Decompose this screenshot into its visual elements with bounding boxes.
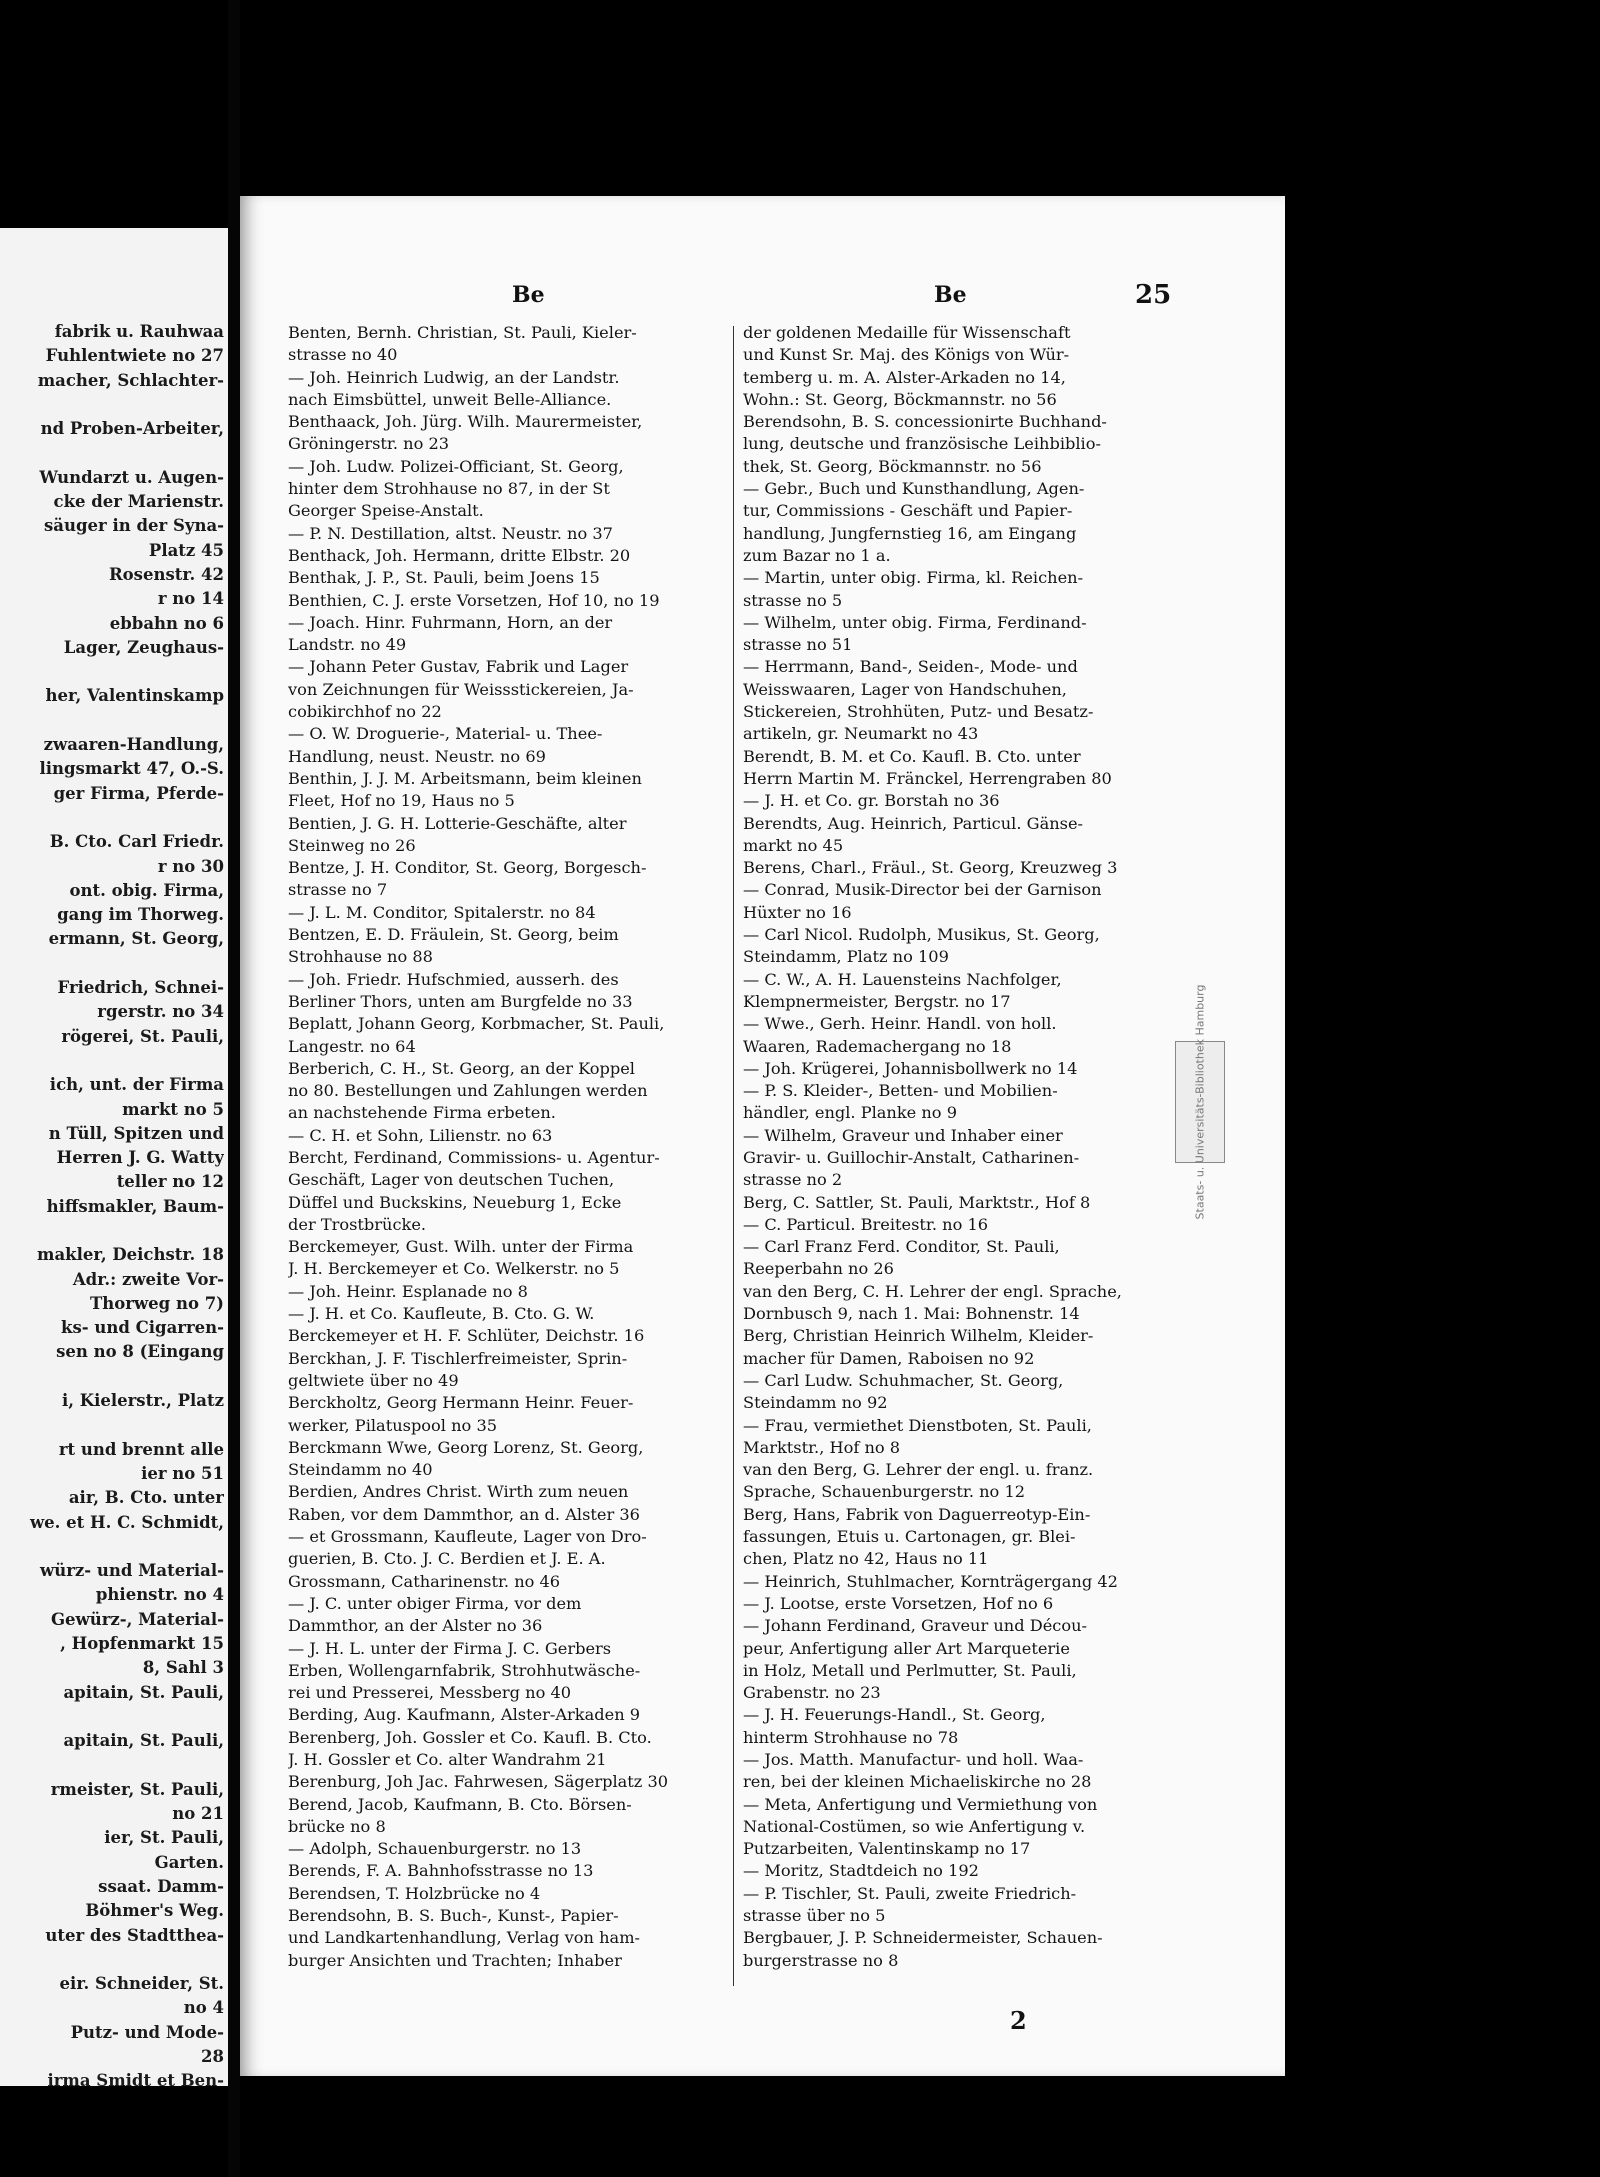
entry-line: strasse no 7 bbox=[288, 880, 388, 900]
directory-page bbox=[240, 196, 1285, 2076]
entry-line: — C. W., A. H. Lauensteins Nachfolger, bbox=[743, 969, 1062, 989]
entry-line: — Frau, vermiethet Dienstboten, St. Pauli, bbox=[743, 1415, 1092, 1435]
previous-page-line: Herren J. G. Watty bbox=[56, 1148, 224, 1168]
entry-line: Berendt, B. M. et Co. Kaufl. B. Cto. unter bbox=[743, 746, 1081, 766]
entry-line: Benten, Bernh. Christian, St. Pauli, Kieler- bbox=[288, 323, 637, 342]
entry-line: handlung, Jungfernstieg 16, am Eingang bbox=[743, 523, 1077, 543]
entry-line: Berding, Aug. Kaufmann, Alster-Arkaden 9 bbox=[288, 1705, 641, 1725]
entry-line: nach Eimsbüttel, unweit Belle-Alliance. bbox=[288, 389, 612, 409]
previous-page-text bbox=[0, 320, 224, 2086]
entry-line: — Joach. Hinr. Fuhrmann, Horn, an der bbox=[288, 612, 613, 632]
previous-page-line: ssaat. Damm- bbox=[98, 1877, 224, 1896]
entry-line: — J. C. unter obiger Firma, vor dem bbox=[288, 1593, 582, 1613]
previous-page-line: rögerei, St. Pauli, bbox=[61, 1026, 224, 1046]
entry-line: an nachstehende Firma erbeten. bbox=[288, 1103, 556, 1123]
entry-line: Stickereien, Strohhüten, Putz- und Besatz- bbox=[743, 702, 1094, 722]
previous-page-line: we. et H. C. Schmidt, bbox=[29, 1512, 224, 1532]
previous-page-line bbox=[0, 1948, 224, 1972]
entry-line: — Meta, Anfertigung und Vermiethung von bbox=[743, 1794, 1098, 1814]
previous-page-line: ger Firma, Pferde- bbox=[53, 783, 224, 803]
previous-page-line: irma Smidt et Ben- bbox=[47, 2071, 224, 2086]
previous-page-line bbox=[0, 1754, 224, 1778]
entry-line: Berend, Jacob, Kaufmann, B. Cto. Börsen- bbox=[288, 1794, 632, 1814]
entry-line: Berendts, Aug. Heinrich, Particul. Gänse- bbox=[743, 813, 1084, 833]
entry-line: Berg, Hans, Fabrik von Daguerreotyp-Ein- bbox=[743, 1504, 1091, 1524]
left-column bbox=[288, 322, 728, 1972]
entry-line: — Herrmann, Band-, Seiden-, Mode- und bbox=[743, 657, 1078, 677]
entry-line: Steindamm no 92 bbox=[743, 1393, 888, 1413]
entry-line: J. H. Gossler et Co. alter Wandrahm 21 bbox=[288, 1750, 607, 1769]
book-gutter bbox=[228, 0, 240, 2177]
right-column bbox=[743, 322, 1183, 1972]
entry-line: — P. Tischler, St. Pauli, zweite Friedrich- bbox=[743, 1883, 1077, 1903]
entry-line: burger Ansichten und Trachten; Inhaber bbox=[288, 1950, 622, 1970]
entry-line: Berendsohn, B. S. concessionirte Buchhand- bbox=[743, 412, 1107, 432]
previous-page-line: apitain, St. Pauli, bbox=[63, 1731, 224, 1751]
previous-page-line: säuger in der Syna- bbox=[44, 516, 224, 536]
entry-line: — Carl Ludw. Schuhmacher, St. Georg, bbox=[743, 1370, 1064, 1390]
entry-line: Steinweg no 26 bbox=[288, 835, 416, 855]
entry-line: brücke no 8 bbox=[288, 1816, 386, 1836]
entry-line: — J. H. et Co. Kaufleute, B. Cto. G. W. bbox=[288, 1304, 595, 1324]
entry-line: Gröningerstr. no 23 bbox=[288, 434, 450, 454]
column-divider bbox=[733, 326, 734, 1986]
entry-line: Berckhan, J. F. Tischlerfreimeister, Sprin- bbox=[288, 1348, 628, 1368]
previous-page-line: her, Valentinskamp bbox=[45, 686, 224, 706]
previous-page-line: air, B. Cto. unter bbox=[68, 1488, 224, 1508]
entry-line: Hüxter no 16 bbox=[743, 902, 852, 922]
entry-line: — Jos. Matth. Manufactur- und holl. Waa- bbox=[743, 1750, 1084, 1769]
previous-page-line: ier, St. Pauli, bbox=[104, 1828, 224, 1848]
previous-page-line: Gewürz-, Material- bbox=[50, 1609, 224, 1629]
running-header bbox=[240, 282, 1285, 318]
entry-line: thek, St. Georg, Böckmannstr. no 56 bbox=[743, 456, 1042, 476]
previous-page-line: n Tüll, Spitzen und bbox=[48, 1123, 224, 1143]
previous-page-line bbox=[0, 806, 224, 830]
previous-page-line bbox=[0, 952, 224, 976]
previous-page-line: ermann, St. Georg, bbox=[48, 929, 224, 949]
header-right-catchword: Be bbox=[934, 282, 967, 308]
entry-line: — Joh. Heinr. Esplanade no 8 bbox=[288, 1281, 528, 1301]
previous-page-line bbox=[0, 393, 224, 417]
entry-line: — Wilhelm, unter obig. Firma, Ferdinand- bbox=[743, 612, 1087, 632]
entry-line: Grossmann, Catharinenstr. no 46 bbox=[288, 1571, 561, 1591]
entry-line: zum Bazar no 1 a. bbox=[743, 545, 891, 565]
entry-line: Gravir- u. Guillochir-Anstalt, Catharinen- bbox=[743, 1147, 1080, 1167]
previous-page-line: Friedrich, Schnei- bbox=[57, 978, 224, 998]
entry-line: Bercht, Ferdinand, Commissions- u. Agentur- bbox=[288, 1147, 660, 1167]
page-number: 25 bbox=[1135, 280, 1172, 310]
entry-line: — Adolph, Schauenburgerstr. no 13 bbox=[288, 1839, 582, 1859]
entry-line: Beplatt, Johann Georg, Korbmacher, St. Pauli, bbox=[288, 1014, 665, 1034]
entry-line: strasse no 40 bbox=[288, 345, 398, 365]
entry-line: — Johann Ferdinand, Graveur und Décou- bbox=[743, 1616, 1087, 1636]
entry-line: — J. H. L. unter der Firma J. C. Gerbers bbox=[288, 1638, 612, 1658]
entry-line: — Carl Franz Ferd. Conditor, St. Pauli, bbox=[743, 1237, 1060, 1257]
entry-line: — C. H. et Sohn, Lilienstr. no 63 bbox=[288, 1125, 553, 1145]
entry-line: guerien, B. Cto. J. C. Berdien et J. E. A. bbox=[288, 1549, 606, 1569]
previous-page-line: nd Proben-Arbeiter, bbox=[40, 419, 224, 439]
previous-page-line: markt no 5 bbox=[122, 1099, 224, 1119]
entry-line: Berends, F. A. Bahnhofsstrasse no 13 bbox=[288, 1861, 594, 1881]
entry-line: artikeln, gr. Neumarkt no 43 bbox=[743, 724, 979, 744]
stamp-text: Staats- u. Universitäts-Bibliothek Hamburg bbox=[1193, 984, 1207, 1220]
previous-page-line: r no 14 bbox=[157, 589, 224, 609]
entry-line: Benthien, C. J. erste Vorsetzen, Hof 10, no 19 bbox=[288, 590, 660, 610]
entry-line: — O. W. Droguerie-, Material- u. Thee- bbox=[288, 724, 603, 744]
entry-line: Berg, C. Sattler, St. Pauli, Marktstr., Hof 8 bbox=[743, 1192, 1091, 1212]
entry-line: Benthak, J. P., St. Pauli, beim Joens 15 bbox=[288, 568, 600, 588]
previous-page-line: sen no 8 (Eingang bbox=[56, 1342, 224, 1362]
entry-line: Berckmann Wwe, Georg Lorenz, St. Georg, bbox=[288, 1437, 644, 1457]
previous-page-line: fabrik u. Rauhwaa bbox=[54, 322, 224, 341]
entry-line: — P. N. Destillation, altst. Neustr. no 37 bbox=[288, 523, 613, 543]
previous-page-line: r no 30 bbox=[157, 856, 224, 876]
previous-page-line: makler, Deichstr. 18 bbox=[37, 1245, 224, 1265]
previous-page-line bbox=[0, 1365, 224, 1389]
previous-page-line: würz- und Material- bbox=[40, 1561, 224, 1581]
entry-line: — J. Lootse, erste Vorsetzen, Hof no 6 bbox=[743, 1593, 1054, 1613]
entry-line: Berliner Thors, unten am Burgfelde no 33 bbox=[288, 991, 633, 1011]
entry-line: macher für Damen, Raboisen no 92 bbox=[743, 1348, 1035, 1368]
entry-line: — Joh. Ludw. Polizei-Officiant, St. Georg, bbox=[288, 456, 624, 476]
entry-line: Benthaack, Joh. Jürg. Wilh. Maurermeister, bbox=[288, 412, 643, 432]
entry-line: lung, deutsche und französische Leihbiblio- bbox=[743, 434, 1101, 454]
previous-page-line: , Hopfenmarkt 15 bbox=[60, 1634, 224, 1654]
previous-page-line: ich, unt. der Firma bbox=[49, 1075, 224, 1095]
previous-page-line: 8, Sahl 3 bbox=[142, 1658, 224, 1678]
entry-line: strasse no 2 bbox=[743, 1170, 843, 1190]
previous-page-line: ks- und Cigarren- bbox=[61, 1318, 224, 1338]
entry-line: Berendsohn, B. S. Buch-, Kunst-, Papier- bbox=[288, 1906, 619, 1926]
entry-line: und Kunst Sr. Maj. des Königs von Wür- bbox=[743, 345, 1070, 365]
entry-line: werker, Pilatuspool no 35 bbox=[288, 1415, 498, 1435]
previous-page-line bbox=[0, 441, 224, 465]
previous-page-line: i, Kielerstr., Platz bbox=[61, 1391, 224, 1411]
entry-line: Erben, Wollengarnfabrik, Strohhutwäsche- bbox=[288, 1660, 641, 1680]
entry-line: Landstr. no 49 bbox=[288, 635, 407, 655]
entry-line: Handlung, neust. Neustr. no 69 bbox=[288, 746, 546, 766]
previous-page-line: phienstr. no 4 bbox=[95, 1585, 224, 1605]
entry-line: Berdien, Andres Christ. Wirth zum neuen bbox=[288, 1482, 629, 1502]
entry-line: Dornbusch 9, nach 1. Mai: Bohnenstr. 14 bbox=[743, 1304, 1080, 1324]
entry-line: — Wwe., Gerh. Heinr. Handl. von holl. bbox=[743, 1014, 1057, 1034]
previous-page-line bbox=[0, 1413, 224, 1437]
entry-line: — Joh. Heinrich Ludwig, an der Landstr. bbox=[288, 367, 620, 387]
previous-page-line: Adr.: zweite Vor- bbox=[72, 1269, 224, 1289]
previous-page-line: ier no 51 bbox=[141, 1463, 224, 1483]
entry-line: Langestr. no 64 bbox=[288, 1036, 416, 1056]
previous-page-line bbox=[0, 709, 224, 733]
entry-line: Raben, vor dem Dammthor, an d. Alster 36 bbox=[288, 1504, 640, 1524]
entry-line: und Landkartenhandlung, Verlag von ham- bbox=[288, 1928, 641, 1948]
entry-line: — Heinrich, Stuhlmacher, Kornträgergang 42 bbox=[743, 1571, 1118, 1591]
previous-page-line: Garten. bbox=[154, 1852, 224, 1872]
entry-line: Steindamm no 40 bbox=[288, 1460, 433, 1480]
entry-line: tur, Commissions - Geschäft und Papier- bbox=[743, 501, 1073, 521]
entry-line: in Holz, Metall und Perlmutter, St. Pauli, bbox=[743, 1660, 1077, 1680]
previous-page-line: macher, Schlachter- bbox=[37, 370, 224, 390]
entry-line: Düffel und Buckskins, Neueburg 1, Ecke bbox=[288, 1192, 622, 1212]
entry-line: händler, engl. Planke no 9 bbox=[743, 1103, 958, 1123]
entry-line: — Martin, unter obig. Firma, kl. Reichen- bbox=[743, 568, 1084, 588]
entry-line: Herrn Martin M. Fränckel, Herrengraben 80 bbox=[743, 768, 1112, 788]
entry-line: — J. H. Feuerungs-Handl., St. Georg, bbox=[743, 1705, 1046, 1725]
entry-line: — Joh. Krügerei, Johannisbollwerk no 14 bbox=[743, 1058, 1078, 1078]
previous-page-line: B. Cto. Carl Friedr. bbox=[49, 832, 224, 852]
entry-line: Sprache, Schauenburgerstr. no 12 bbox=[743, 1482, 1026, 1502]
previous-page-line: teller no 12 bbox=[116, 1172, 224, 1192]
entry-line: Grabenstr. no 23 bbox=[743, 1683, 881, 1703]
entry-line: National-Costümen, so wie Anfertigung v. bbox=[743, 1816, 1086, 1836]
entry-line: — Carl Nicol. Rudolph, Musikus, St. Georg, bbox=[743, 925, 1100, 945]
entry-line: J. H. Berckemeyer et Co. Welkerstr. no 5 bbox=[288, 1259, 620, 1279]
entry-line: — et Grossmann, Kaufleute, Lager von Dro- bbox=[288, 1527, 647, 1547]
entry-line: Bergbauer, J. P. Schneidermeister, Schauen- bbox=[743, 1928, 1103, 1948]
entry-line: Bentze, J. H. Conditor, St. Georg, Borgesch- bbox=[288, 858, 647, 878]
entry-line: — J. L. M. Conditor, Spitalerstr. no 84 bbox=[288, 902, 596, 922]
entry-line: — Gebr., Buch und Kunsthandlung, Agen- bbox=[743, 479, 1085, 499]
entry-line: — Moritz, Stadtdeich no 192 bbox=[743, 1861, 979, 1881]
entry-line: Reeperbahn no 26 bbox=[743, 1259, 894, 1279]
entry-line: ren, bei der kleinen Michaeliskirche no 28 bbox=[743, 1772, 1092, 1792]
entry-line: der goldenen Medaille für Wissenschaft bbox=[743, 323, 1071, 342]
entry-line: fassungen, Etuis u. Cartonagen, gr. Blei- bbox=[743, 1527, 1076, 1547]
previous-page-line: cke der Marienstr. bbox=[53, 492, 224, 512]
entry-line: — Conrad, Musik-Director bei der Garnison bbox=[743, 880, 1102, 900]
previous-page-line bbox=[0, 660, 224, 684]
entry-line: no 80. Bestellungen und Zahlungen werden bbox=[288, 1081, 648, 1101]
entry-line: Berendsen, T. Holzbrücke no 4 bbox=[288, 1883, 541, 1903]
entry-line: hinterm Strohhause no 78 bbox=[743, 1727, 959, 1747]
previous-page-line bbox=[0, 1219, 224, 1243]
previous-page-line: Putz- und Mode- bbox=[70, 2022, 224, 2042]
previous-page-line: no 21 bbox=[172, 1804, 224, 1824]
entry-line: Benthin, J. J. M. Arbeitsmann, beim kleinen bbox=[288, 768, 642, 788]
previous-page-line: no 4 bbox=[183, 1998, 224, 2018]
entry-line: Geschäft, Lager von deutschen Tuchen, bbox=[288, 1170, 615, 1190]
previous-page-line: ebbahn no 6 bbox=[109, 613, 224, 633]
entry-line: Benthack, Joh. Hermann, dritte Elbstr. 20 bbox=[288, 545, 631, 565]
entry-line: geltwiete über no 49 bbox=[288, 1370, 459, 1390]
entry-line: Klempnermeister, Bergstr. no 17 bbox=[743, 991, 1011, 1011]
previous-page-line bbox=[0, 1535, 224, 1559]
previous-page-line: lingsmarkt 47, O.-S. bbox=[39, 759, 224, 779]
signature-mark: 2 bbox=[1010, 2006, 1027, 2035]
entry-line: van den Berg, C. H. Lehrer der engl. Sprache, bbox=[743, 1281, 1122, 1301]
entry-line: strasse über no 5 bbox=[743, 1906, 886, 1926]
entry-line: rei und Presserei, Messberg no 40 bbox=[288, 1683, 572, 1703]
entry-line: Bentzen, E. D. Fräulein, St. Georg, beim bbox=[288, 925, 619, 945]
previous-page-line: ont. obig. Firma, bbox=[69, 880, 224, 900]
entry-line: Georger Speise-Anstalt. bbox=[288, 501, 484, 521]
previous-page-line: gang im Thorweg. bbox=[57, 905, 224, 925]
entry-line: Strohhause no 88 bbox=[288, 947, 433, 967]
previous-page-line: Lager, Zeughaus- bbox=[63, 637, 224, 657]
entry-line: burgerstrasse no 8 bbox=[743, 1950, 899, 1970]
entry-line: Berenburg, Joh Jac. Fahrwesen, Sägerplatz 30 bbox=[288, 1772, 669, 1792]
entry-line: markt no 45 bbox=[743, 835, 844, 855]
entry-line: Fleet, Hof no 19, Haus no 5 bbox=[288, 791, 515, 811]
entry-line: — Joh. Friedr. Hufschmied, ausserh. des bbox=[288, 969, 619, 989]
entry-line: Waaren, Rademachergang no 18 bbox=[743, 1036, 1012, 1056]
entry-line: — J. H. et Co. gr. Borstah no 36 bbox=[743, 791, 1000, 811]
entry-line: Bentien, J. G. H. Lotterie-Geschäfte, alter bbox=[288, 813, 627, 833]
entry-line: — Johann Peter Gustav, Fabrik und Lager bbox=[288, 657, 629, 677]
previous-page-line: 28 bbox=[201, 2047, 224, 2067]
entry-line: Steindamm, Platz no 109 bbox=[743, 947, 949, 967]
entry-line: von Zeichnungen für Weissstickereien, Ja- bbox=[288, 679, 634, 699]
entry-line: — P. S. Kleider-, Betten- und Mobilien- bbox=[743, 1081, 1058, 1101]
previous-page-line bbox=[0, 1049, 224, 1073]
entry-line: Berckemeyer, Gust. Wilh. unter der Firma bbox=[288, 1237, 634, 1257]
entry-line: — C. Particul. Breitestr. no 16 bbox=[743, 1214, 989, 1234]
entry-line: Berenberg, Joh. Gossler et Co. Kaufl. B. Cto. bbox=[288, 1727, 652, 1747]
previous-page-line: Thorweg no 7) bbox=[90, 1293, 224, 1313]
entry-line: Wohn.: St. Georg, Böckmannstr. no 56 bbox=[743, 389, 1057, 409]
previous-page-line: Fuhlentwiete no 27 bbox=[45, 346, 224, 366]
previous-page-line: rmeister, St. Pauli, bbox=[50, 1779, 224, 1799]
previous-page-line: rt und brennt alle bbox=[58, 1439, 224, 1459]
entry-line: Berberich, C. H., St. Georg, an der Koppel bbox=[288, 1058, 635, 1078]
entry-line: Dammthor, an der Alster no 36 bbox=[288, 1616, 543, 1636]
previous-page-line: Rosenstr. 42 bbox=[108, 564, 224, 584]
previous-page-line: rgerstr. no 34 bbox=[97, 1002, 224, 1022]
entry-line: Weisswaaren, Lager von Handschuhen, bbox=[743, 679, 1067, 699]
previous-page-line: apitain, St. Pauli, bbox=[63, 1682, 224, 1702]
entry-line: chen, Platz no 42, Haus no 11 bbox=[743, 1549, 989, 1569]
previous-page-line: eir. Schneider, St. bbox=[59, 1974, 224, 1994]
entry-line: van den Berg, G. Lehrer der engl. u. franz. bbox=[743, 1460, 1094, 1480]
entry-line: Marktstr., Hof no 8 bbox=[743, 1437, 901, 1457]
previous-page-line: Wundarzt u. Augen- bbox=[39, 467, 224, 487]
entry-line: peur, Anfertigung aller Art Marqueterie bbox=[743, 1638, 1070, 1658]
entry-line: strasse no 51 bbox=[743, 635, 853, 655]
previous-page-line: hiffsmakler, Baum- bbox=[46, 1196, 224, 1216]
entry-line: Berckholtz, Georg Hermann Heinr. Feuer- bbox=[288, 1393, 634, 1413]
previous-page-fragment bbox=[0, 228, 230, 2086]
previous-page-line: Böhmer's Weg. bbox=[85, 1901, 224, 1921]
entry-line: hinter dem Strohhause no 87, in der St bbox=[288, 479, 610, 499]
entry-line: der Trostbrücke. bbox=[288, 1214, 427, 1234]
entry-line: Berg, Christian Heinrich Wilhelm, Kleider- bbox=[743, 1326, 1094, 1346]
entry-line: Putzarbeiten, Valentinskamp no 17 bbox=[743, 1839, 1031, 1859]
previous-page-line: Platz 45 bbox=[148, 540, 224, 560]
entry-line: cobikirchhof no 22 bbox=[288, 702, 442, 722]
previous-page-line bbox=[0, 1705, 224, 1729]
header-left-catchword: Be bbox=[512, 282, 545, 308]
entry-line: temberg u. m. A. Alster-Arkaden no 14, bbox=[743, 367, 1066, 387]
entry-line: — Wilhelm, Graveur und Inhaber einer bbox=[743, 1125, 1063, 1145]
previous-page-line: uter des Stadttheа- bbox=[45, 1925, 224, 1945]
previous-page-line: zwaaren-Handlung, bbox=[43, 735, 224, 755]
entry-line: strasse no 5 bbox=[743, 590, 843, 610]
entry-line: Berens, Charl., Fräul., St. Georg, Kreuzweg 3 bbox=[743, 858, 1118, 878]
library-stamp bbox=[1175, 984, 1225, 1220]
entry-line: Berckemeyer et H. F. Schlüter, Deichstr. 16 bbox=[288, 1326, 645, 1346]
